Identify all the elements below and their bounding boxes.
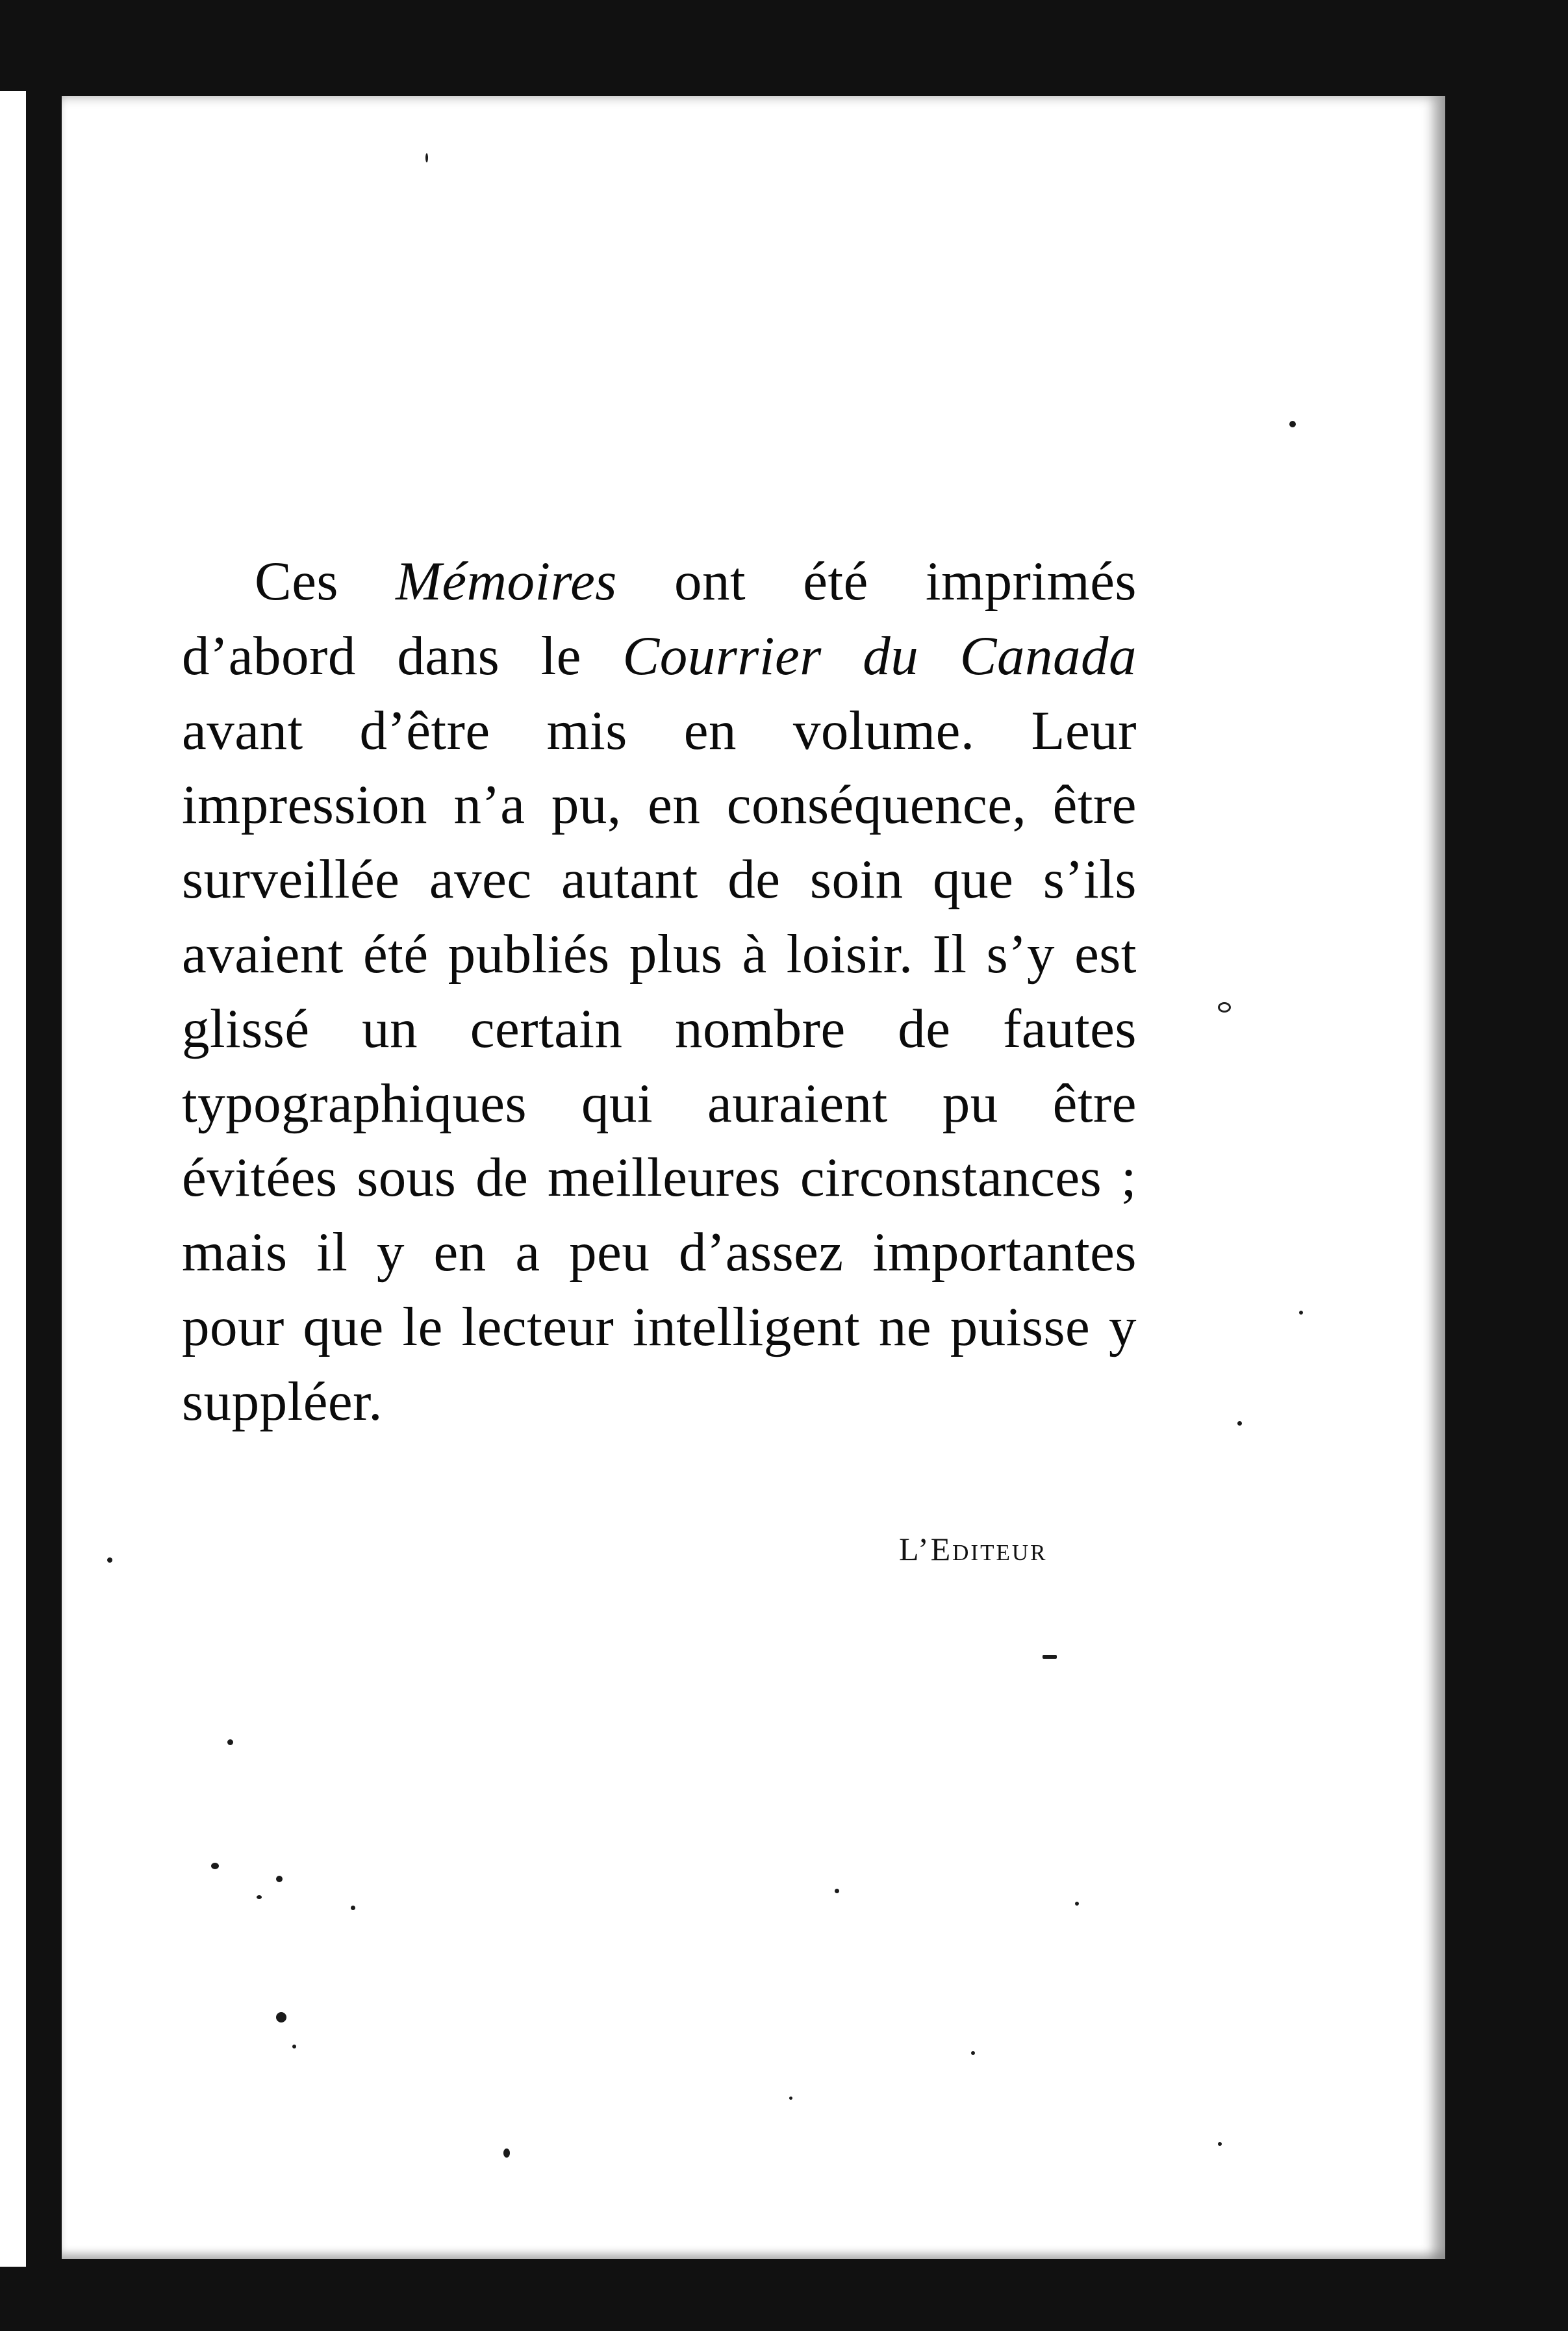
speck — [1289, 421, 1296, 427]
text-segment: avant d’être mis en volume. Leur impression n’a pu, en conséquence, être surveillée avec autant de soin que s’ils avaient été publiés plus à loisir. Il s’y est glissé un certain nombre de fautes typographiques qui auraient pu être évitées sous de meilleures circonstances ; mais il y en a peu d’assez importantes pour que le lecteur intelligent ne puisse y suppléer. — [182, 699, 1137, 1432]
speck — [503, 2148, 510, 2158]
speck — [351, 1906, 355, 1910]
speck — [425, 153, 428, 162]
speck — [971, 2051, 975, 2055]
editor-signature: L’Editeur — [899, 1531, 1048, 1567]
speck — [211, 1863, 219, 1869]
text-segment: Ces — [255, 551, 396, 612]
speck — [1299, 1311, 1303, 1315]
text-segment: ont été imprimés d’abord dans le — [182, 551, 1137, 687]
speck — [276, 2012, 286, 2022]
speck — [107, 1557, 112, 1563]
speck — [257, 1895, 262, 1899]
speck — [292, 2045, 296, 2048]
work-title: Mémoires — [396, 551, 617, 612]
speck — [1218, 2142, 1222, 2146]
speck — [1237, 1421, 1242, 1426]
speck — [1218, 1002, 1231, 1013]
speck — [835, 1889, 839, 1893]
newspaper-title: Courrier du Canada — [622, 625, 1137, 687]
speck — [789, 2097, 792, 2100]
speck — [276, 1876, 283, 1882]
editor-note-text — [182, 544, 1137, 1439]
speck — [227, 1739, 233, 1745]
editor-note-paragraph — [182, 544, 1137, 1439]
speck — [1075, 1902, 1079, 1906]
page-left-edge — [0, 91, 26, 2267]
speck — [1043, 1655, 1057, 1659]
